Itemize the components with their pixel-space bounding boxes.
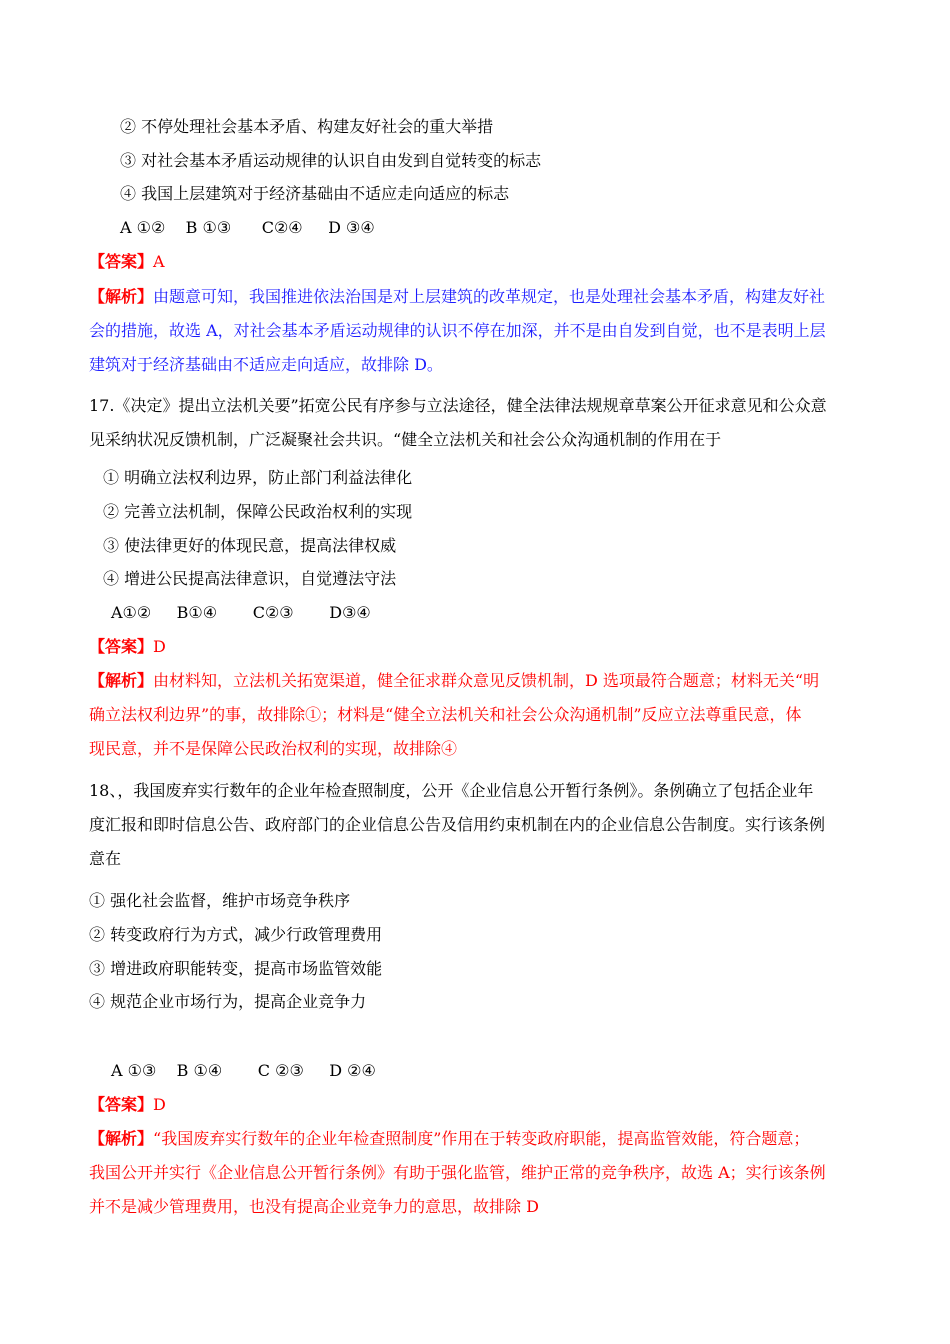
stem-line: 17.《决定》提出立法机关要”拓宽公民有序参与立法途径，健全法律法规规章草案公开征求意见和公众意	[89, 396, 827, 415]
analysis-line: 确立法权利边界”的事，故排除①；材料是“健全立法机关和社会公众沟通机制”反应立法尊重民意，体	[89, 705, 802, 724]
q16-option-3: ③ 对社会基本矛盾运动规律的认识自由发到自觉转变的标志	[120, 151, 542, 170]
q17-choices: A①② B①④ C②③ D③④	[111, 603, 371, 622]
q18-option-1: ① 强化社会监督，维护市场竞争秩序	[89, 891, 351, 910]
q17-option-4: ④ 增进公民提高法律意识，自觉遵法守法	[103, 569, 397, 588]
analysis-tag: 【解析】	[89, 1129, 154, 1148]
analysis-line	[89, 280, 864, 314]
answer-value: D	[153, 1095, 166, 1114]
q16-option-2: ② 不停处理社会基本矛盾、构建友好社会的重大举措	[120, 117, 494, 136]
answer-tag: 【答案】	[89, 637, 154, 656]
stem-line: 意在	[89, 849, 122, 868]
answer-value: D	[153, 637, 166, 656]
q17-option-3: ③ 使法律更好的体现民意，提高法律权威	[103, 536, 397, 555]
q18-stem	[89, 774, 864, 876]
stem-line: 见采纳状况反馈机制，广泛凝聚社会共识。“健全立法机关和社会公众沟通机制的作用在于	[89, 430, 722, 449]
analysis-line: 我国公开并实行《企业信息公开暂行条例》有助于强化监管，维护正常的竞争秩序，故选 A；实行该条例	[89, 1163, 826, 1182]
q16-analysis	[89, 280, 864, 382]
q16-choices: A ①② B ①③ C②④ D ③④	[120, 218, 375, 237]
answer-tag: 【答案】	[89, 252, 154, 271]
analysis-tag: 【解析】	[89, 287, 154, 306]
q17-answer	[89, 636, 166, 658]
answer-value: A	[153, 252, 165, 271]
q18-option-4: ④ 规范企业市场行为，提高企业竞争力	[89, 992, 367, 1011]
analysis-line: 并不是减少管理费用，也没有提高企业竞争力的意思，故排除 D	[89, 1197, 539, 1216]
analysis-line: 会的措施，故选 A，对社会基本矛盾运动规律的认识不停在加深，并不是由自发到自觉，也不是表明上层	[89, 321, 826, 340]
analysis-line	[89, 664, 864, 698]
stem-line: 度汇报和即时信息公告、政府部门的企业信息公告及信用约束机制在内的企业信息公告制度。实行该条例	[89, 815, 826, 834]
q18-choices: A ①③ B ①④ C ②③ D ②④	[111, 1061, 376, 1080]
analysis-line: 建筑对于经济基础由不适应走向适应，故排除 D。	[89, 355, 443, 374]
analysis-line: 现民意，并不是保障公民政治权利的实现，故排除④	[89, 739, 458, 758]
q18-option-2: ② 转变政府行为方式，减少行政管理费用	[89, 925, 383, 944]
answer-tag: 【答案】	[89, 1095, 154, 1114]
q17-option-1: ① 明确立法权利边界，防止部门利益法律化	[103, 468, 413, 487]
analysis-text: 由题意可知，我国推进依法治国是对上层建筑的改革规定，也是处理社会基本矛盾，构建友好社	[153, 287, 826, 306]
q18-answer	[89, 1094, 166, 1116]
analysis-line	[89, 1122, 864, 1156]
q17-option-2: ② 完善立法机制，保障公民政治权利的实现	[103, 502, 413, 521]
stem-line: 18、，我国废弃实行数年的企业年检查照制度，公开《企业信息公开暂行条例》。条例确立了包括企业年	[89, 781, 814, 800]
q17-stem	[89, 389, 864, 457]
q17-analysis	[89, 664, 864, 766]
q18-analysis	[89, 1122, 864, 1224]
q16-option-4: ④ 我国上层建筑对于经济基础由不适应走向适应的标志	[120, 184, 510, 203]
analysis-text: 由材料知，立法机关拓宽渠道，健全征求群众意见反馈机制，D 选项最符合题意；材料无关“明	[153, 671, 820, 690]
q16-answer	[89, 251, 165, 273]
analysis-tag: 【解析】	[89, 671, 154, 690]
q18-option-3: ③ 增进政府职能转变，提高市场监管效能	[89, 959, 383, 978]
analysis-text: “我国废弃实行数年的企业年检查照制度”作用在于转变政府职能，提高监管效能，符合题意；	[153, 1129, 810, 1148]
